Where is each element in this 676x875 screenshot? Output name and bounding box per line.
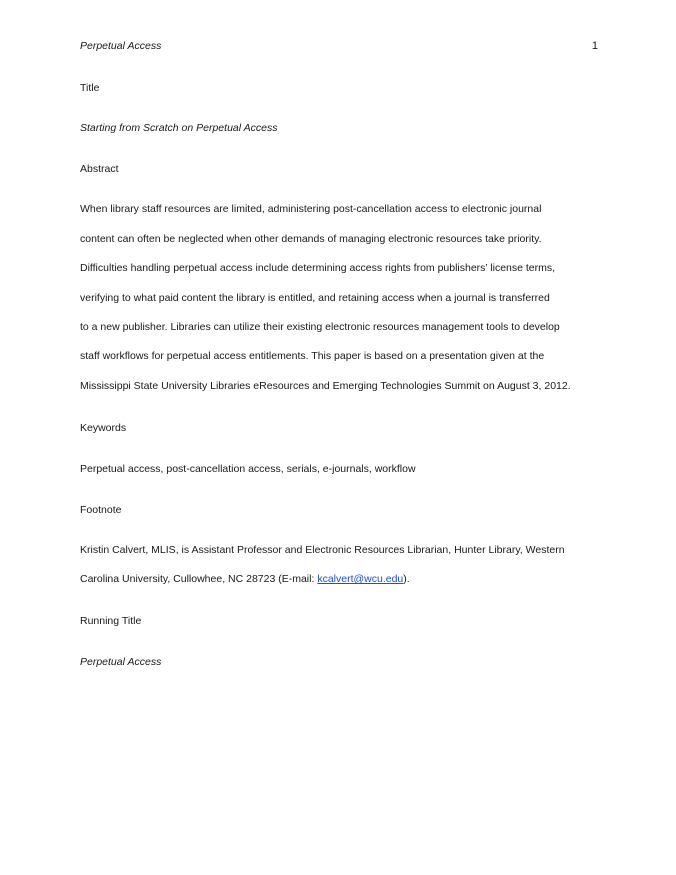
abstract-line: Difficulties handling perpetual access include determining access rights from publishers’ license terms,	[80, 262, 556, 274]
email-link[interactable]: kcalvert@wcu.edu	[317, 573, 404, 585]
footnote-line-2-suffix: ).	[403, 573, 410, 585]
page-number: 1	[591, 40, 598, 52]
footnote-line: Kristin Calvert, MLIS, is Assistant Professor and Electronic Resources Librarian, Hunter Library, Western	[80, 544, 565, 556]
running-head: Perpetual Access	[80, 40, 162, 52]
keywords-text: Perpetual access, post-cancellation access, serials, e-journals, workflow	[80, 463, 416, 475]
paper-title: Starting from Scratch on Perpetual Access	[80, 122, 278, 134]
title-heading: Title	[80, 82, 100, 94]
abstract-heading: Abstract	[80, 163, 119, 175]
abstract-line: staff workflows for perpetual access entitlements. This paper is based on a presentation given at the	[80, 350, 545, 362]
footnote-line-2-prefix: Carolina University, Cullowhee, NC 28723 (E-mail:	[80, 573, 318, 585]
running-title-text: Perpetual Access	[80, 656, 162, 668]
abstract-line: content can often be neglected when other demands of managing electronic resources take priority.	[80, 233, 542, 245]
abstract-line: verifying to what paid content the library is entitled, and retaining access when a journal is transferred	[80, 292, 550, 304]
abstract-line: Mississippi State University Libraries eResources and Emerging Technologies Summit on August 3, 2012.	[80, 380, 571, 392]
abstract-line: When library staff resources are limited, administering post-cancellation access to electronic journal	[80, 203, 542, 215]
footnote-heading: Footnote	[80, 504, 122, 516]
abstract-line: to a new publisher. Libraries can utilize their existing electronic resources management tools to develop	[80, 321, 560, 333]
running-title-heading: Running Title	[80, 615, 142, 627]
keywords-heading: Keywords	[80, 422, 127, 434]
footnote-line-2	[80, 573, 410, 585]
